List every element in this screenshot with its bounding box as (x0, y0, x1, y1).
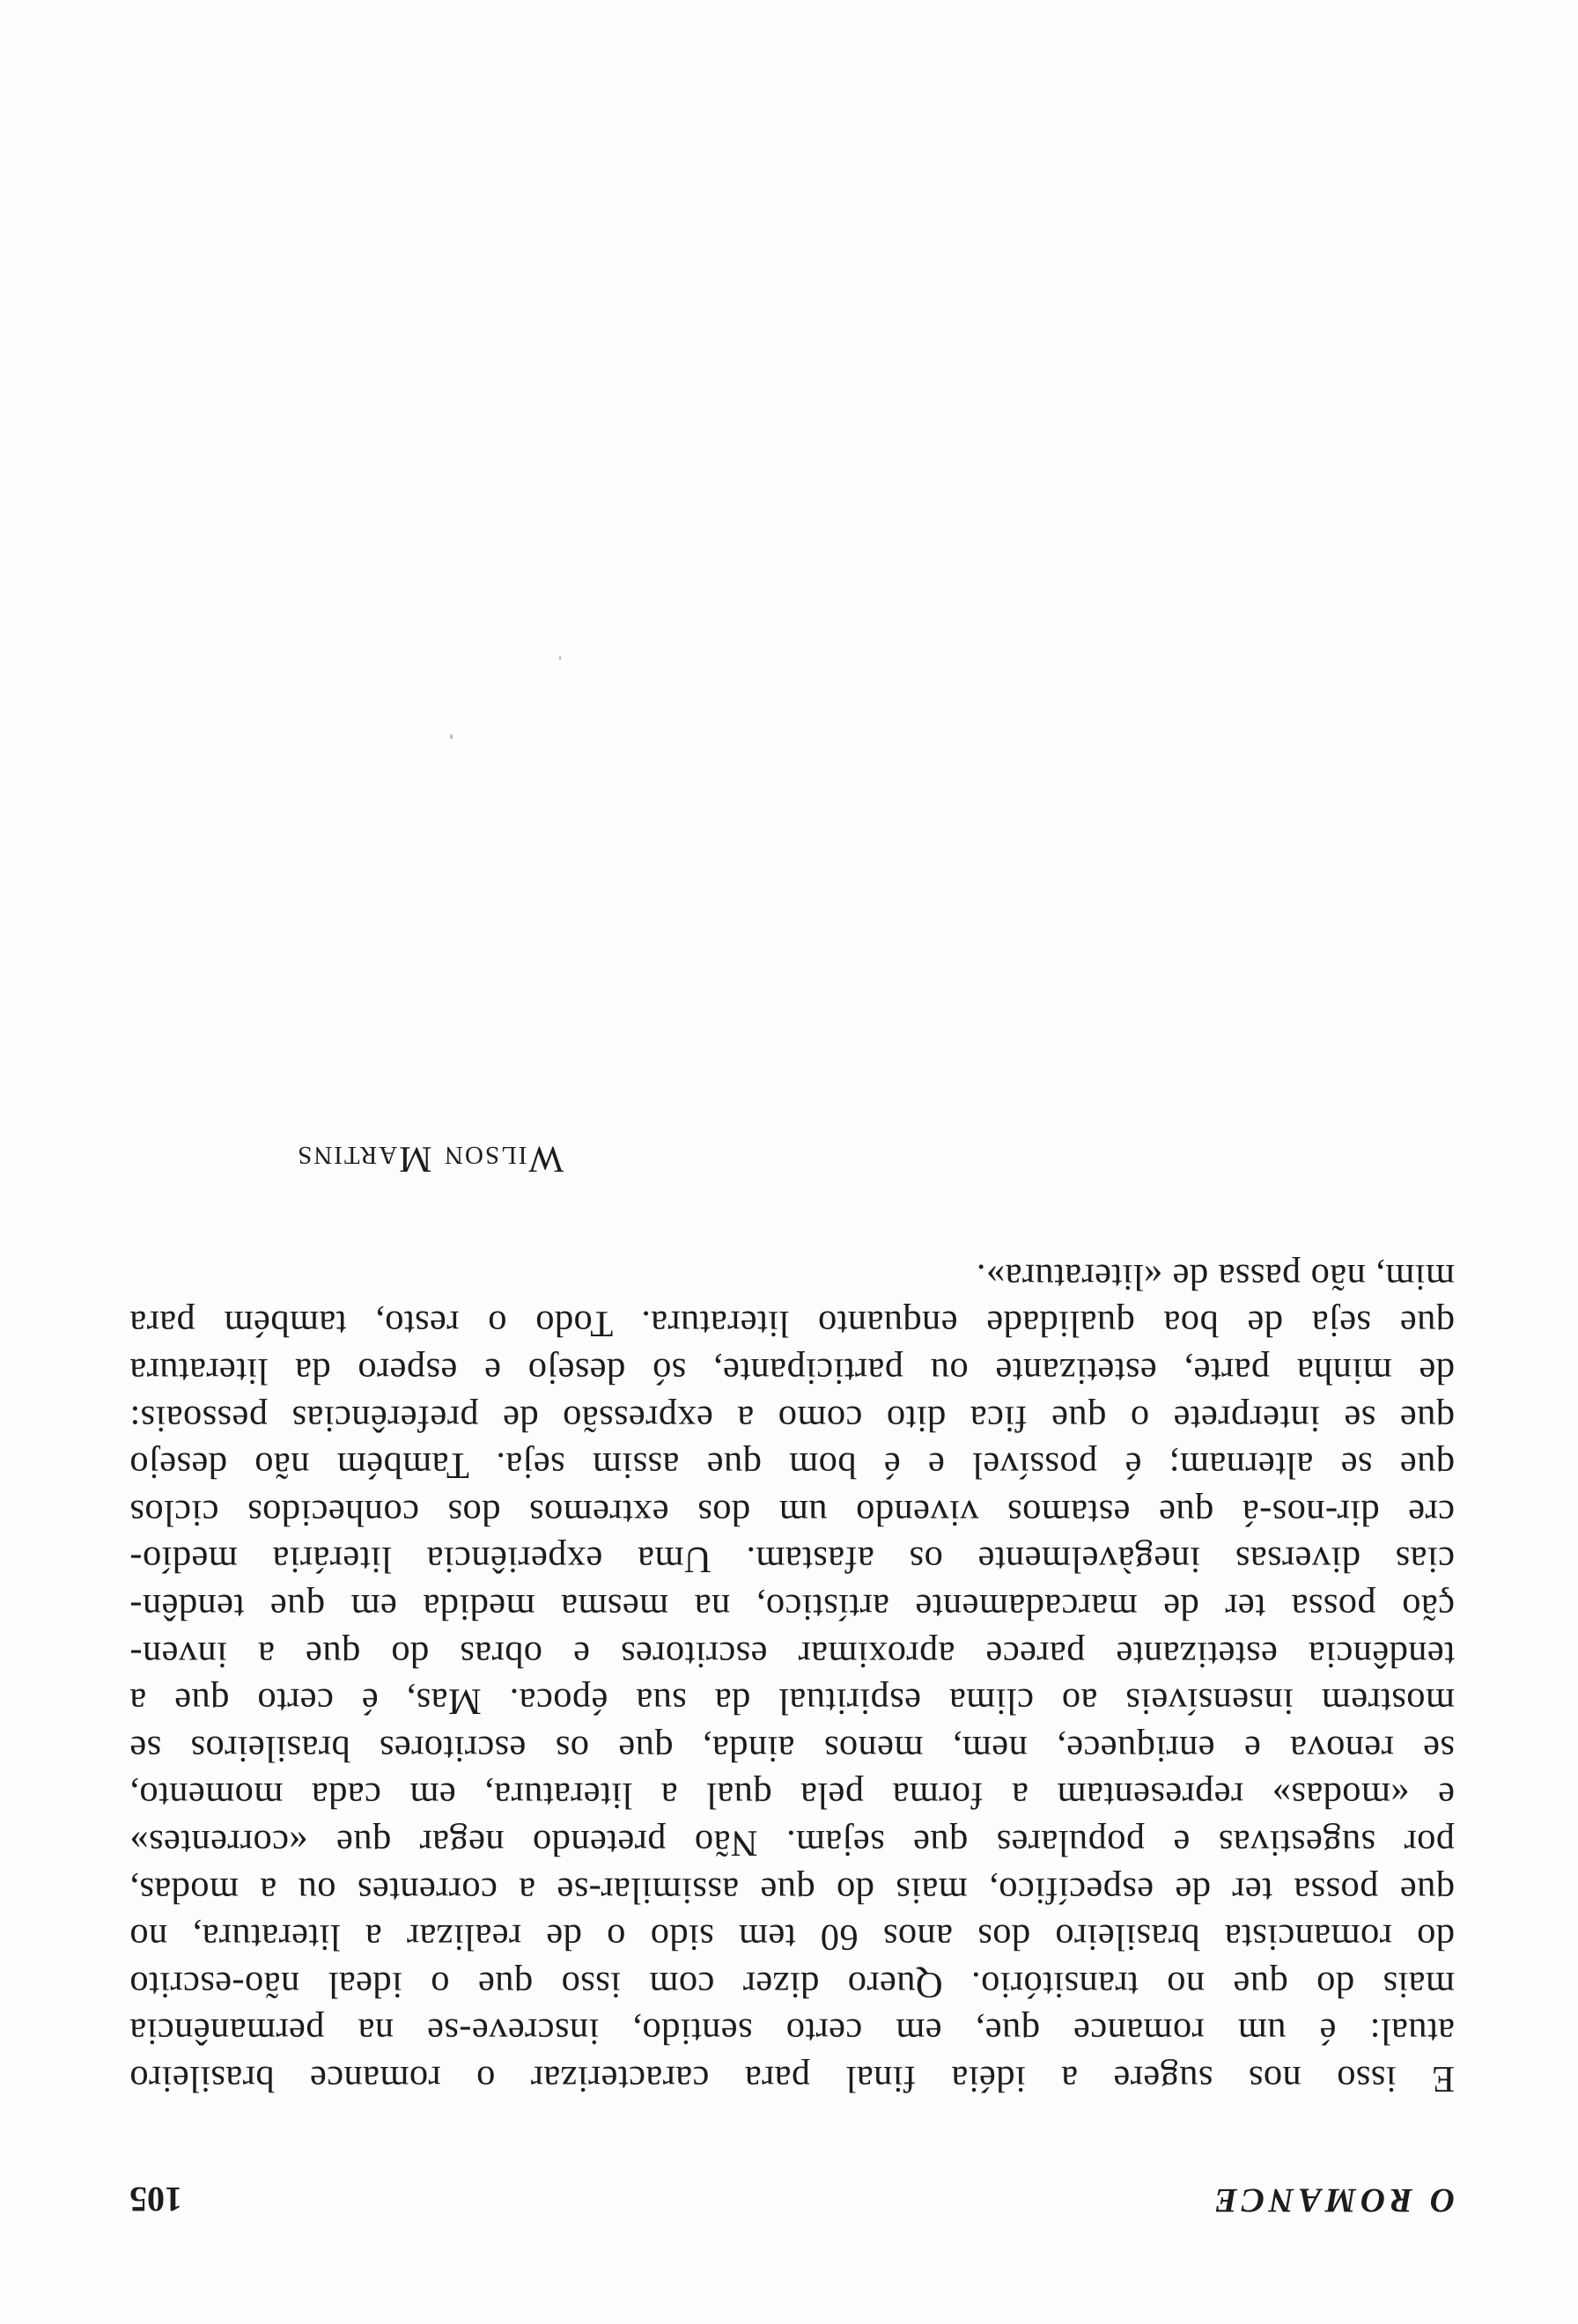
text-line: E isso nos sugere a idéia final para caracterizar o romance brasileiro (129, 2058, 1455, 2100)
text-line: mais do que no transitório. Quero dizer com isso que o ideal não-escrito (129, 1963, 1455, 2005)
text-line: ção possa ter de marcadamente artístico, na mesma medida em que tendên- (129, 1586, 1455, 1629)
author-signature: Wilson Martins (296, 1138, 564, 1179)
page-number: 105 (129, 2180, 182, 2219)
text-line: de minha parte, estetizante ou participante, só desejo e espero da literatura (129, 1350, 1455, 1393)
text-line: que possa ter de específico, mais do que assimilar-se a correntes ou a modas, (129, 1869, 1455, 1911)
body-paragraph (129, 1253, 1455, 2102)
running-head (129, 2167, 1455, 2220)
text-line: que seja de boa qualidade enquanto literatura. Todo o resto, também para (129, 1303, 1455, 1345)
text-line-last: mim, não passa de «literatura». (976, 1255, 1455, 1298)
text-line: tendência estetizante parece aproximar escritores e obras do que a inven- (129, 1633, 1455, 1675)
text-line: que se interprete o que fica dito como a expressão de preferências pessoais: (129, 1397, 1455, 1439)
text-line: e «modas» representam a forma pela qual a literatura, em cada momento, (129, 1775, 1455, 1817)
paper-speck (559, 656, 561, 660)
paper-speck (450, 734, 453, 739)
text-line: que se alternam; é possível e é bom que assim seja. Também não desejo (129, 1445, 1455, 1487)
text-line: mostrem insensíveis ao clima espiritual da sua época. Mas, é certo que a (129, 1680, 1455, 1723)
text-line: cias diversas inegàvelmente os afastam. Uma experiência literária medío- (129, 1539, 1455, 1581)
text-line: cre dir-nos-á que estamos vivendo um dos extremos dos conhecidos ciclos (129, 1491, 1455, 1533)
text-line: se renova e enriquece, nem, menos ainda, que os escritores brasileiros se (129, 1727, 1455, 1769)
text-line: por sugestivas e populares que sejam. Não pretendo negar que «correntes» (129, 1822, 1455, 1864)
text-line: do romancista brasileiro dos anos 60 tem sido o de realizar a literatura, no (129, 1916, 1455, 1959)
text-line: atual: é um romance que, em certo sentido, inscreve-se na permanência (129, 2011, 1455, 2053)
running-title: O ROMANCE (1210, 2181, 1455, 2219)
